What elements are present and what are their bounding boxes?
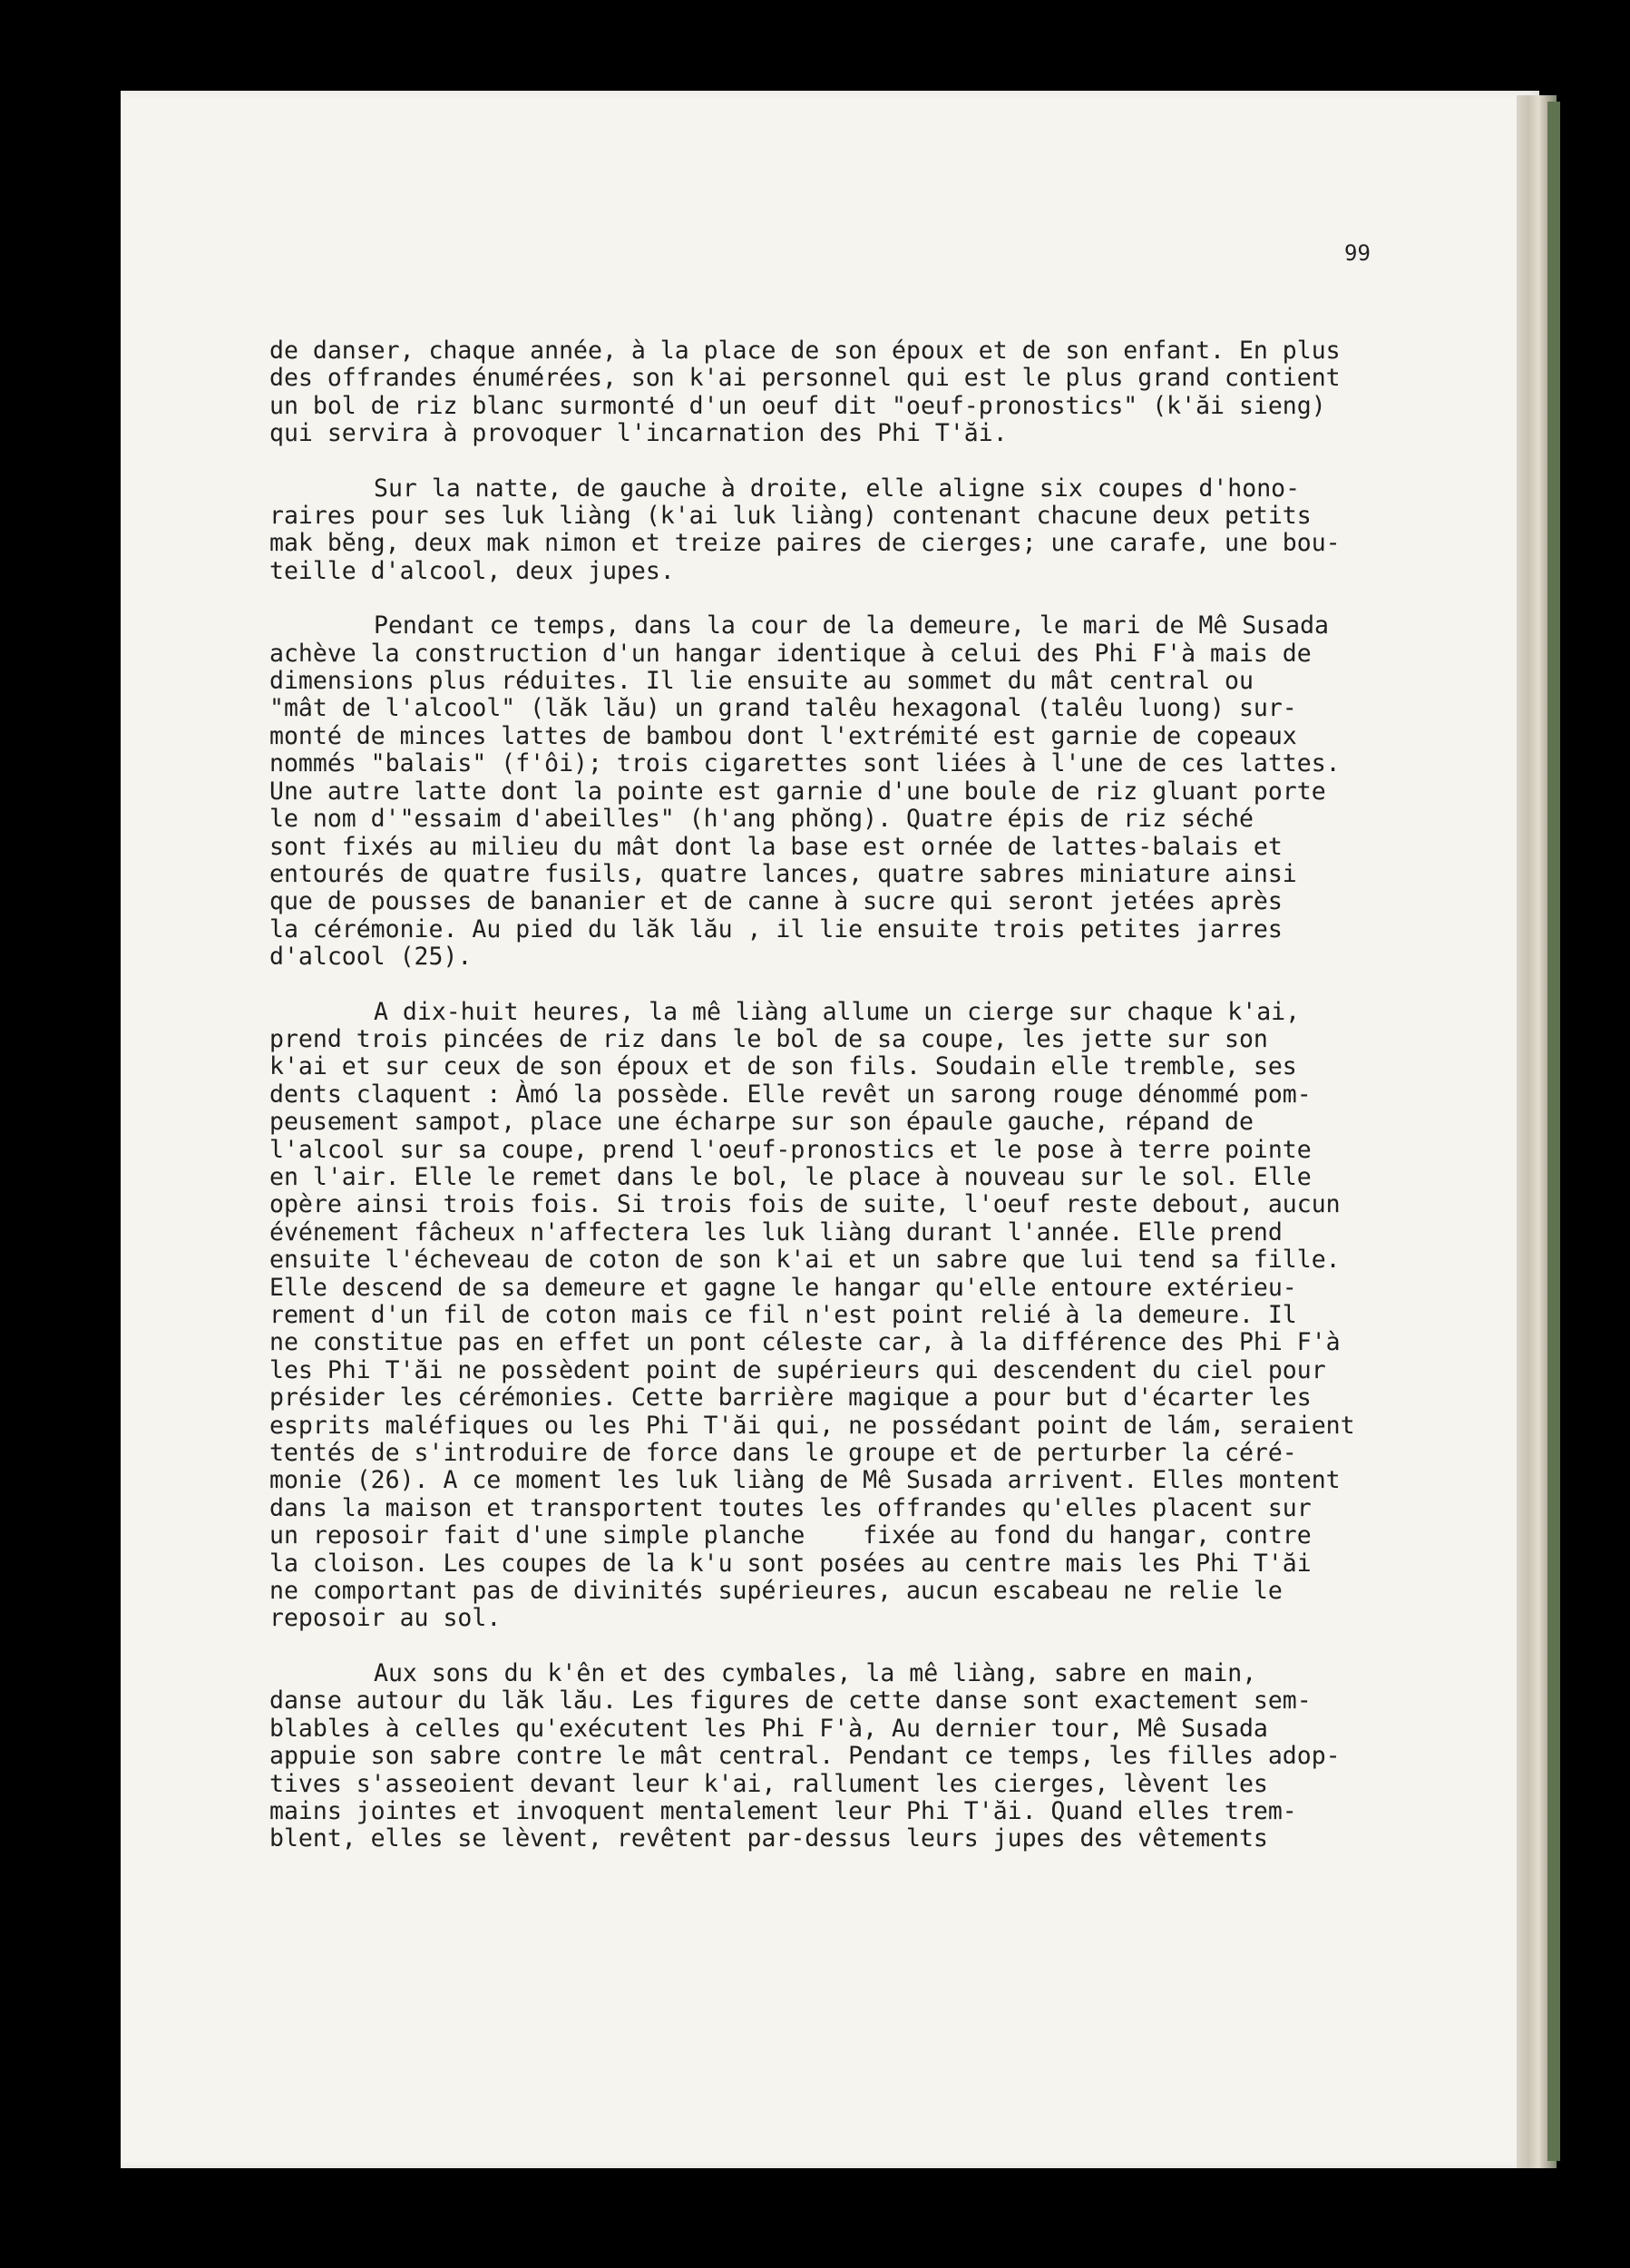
text-line: entourés de quatre fusils, quatre lances, quatre sabres miniature ainsi xyxy=(269,859,1297,888)
book-cover-edge xyxy=(1547,102,1560,2161)
text-line: ensuite l'écheveau de coton de son k'ai et un sabre que lui tend sa fille. xyxy=(269,1246,1341,1275)
text-line: sont fixés au milieu du mât dont la base est ornée de lattes-balais et xyxy=(269,832,1283,861)
text-line: un bol de riz blanc surmonté d'un oeuf dit "oeuf-pronostics" (k'ăi sieng) xyxy=(269,391,1326,420)
text-line: de danser, chaque année, à la place de son époux et de son enfant. En plus xyxy=(269,337,1341,365)
text-line: le nom d'"essaim d'abeilles" (h'ang phŏng). Quatre épis de riz séché xyxy=(269,805,1254,834)
text-line: nommés "balais" (f'ôi); trois cigarettes sont liées à l'une de ces lattes. xyxy=(269,749,1341,778)
body-text xyxy=(269,337,1385,1881)
text-line: Elle descend de sa demeure et gagne le hangar qu'elle entoure extérieu- xyxy=(269,1273,1297,1302)
paragraph xyxy=(269,475,1385,586)
text-line: mak bĕng, deux mak nimon et treize paires de cierges; une carafe, une bou- xyxy=(269,529,1341,558)
text-line: appuie son sabre contre le mât central. Pendant ce temps, les filles adop- xyxy=(269,1742,1341,1771)
text-line: prend trois pincées de riz dans le bol de sa coupe, les jette sur son xyxy=(269,1024,1268,1053)
text-line: rement d'un fil de coton mais ce fil n'est point relié à la demeure. Il xyxy=(269,1301,1297,1329)
text-line: A dix-huit heures, la mê liàng allume un cierge sur chaque k'ai, xyxy=(374,997,1301,1026)
text-line: ne comportant pas de divinités supérieures, aucun escabeau ne relie le xyxy=(269,1577,1283,1606)
text-line: que de pousses de bananier et de canne à sucre qui seront jetées après xyxy=(269,887,1283,916)
text-line: mains jointes et invoquent mentalement leur Phi T'ăi. Quand elles trem- xyxy=(269,1796,1297,1825)
text-line: blables à celles qu'exécutent les Phi F'à, Au dernier tour, Mê Susada xyxy=(269,1714,1268,1743)
text-line: dents claquent : Àmó la possède. Elle revêt un sarong rouge dénommé pom- xyxy=(269,1080,1312,1109)
text-line: opère ainsi trois fois. Si trois fois de suite, l'oeuf reste debout, aucun xyxy=(269,1190,1341,1219)
text-line: "mât de l'alcool" (lăk lău) un grand talêu hexagonal (talêu luong) sur- xyxy=(269,694,1297,723)
text-line: d'alcool (25). xyxy=(269,943,473,972)
paragraph xyxy=(269,1660,1385,1853)
text-line: monté de minces lattes de bambou dont l'extrémité est garnie de copeaux xyxy=(269,721,1297,750)
text-line: qui servira à provoquer l'incarnation des Phi T'ăi. xyxy=(269,419,1008,448)
text-line: un reposoir fait d'une simple planche fixée au fond du hangar, contre xyxy=(269,1521,1312,1550)
text-line: monie (26). A ce moment les luk liàng de Mê Susada arrivent. Elles montent xyxy=(269,1466,1341,1495)
text-line: ne constitue pas en effet un pont céleste car, à la différence des Phi F'à xyxy=(269,1328,1341,1357)
text-line: Sur la natte, de gauche à droite, elle aligne six coupes d'hono- xyxy=(374,474,1301,503)
text-line: la cloison. Les coupes de la k'u sont posées au centre mais les Phi T'ăi xyxy=(269,1549,1312,1578)
text-line: présider les cérémonies. Cette barrière magique a pour but d'écarter les xyxy=(269,1383,1312,1413)
text-line: esprits maléfiques ou les Phi T'ăi qui, ne possédant point de lám, seraient xyxy=(269,1411,1355,1440)
text-line: des offrandes énumérées, son k'ai personnel qui est le plus grand contient xyxy=(269,364,1341,393)
text-line: tives s'asseoient devant leur k'ai, rallument les cierges, lèvent les xyxy=(269,1769,1268,1798)
text-line: Une autre latte dont la pointe est garnie d'une boule de riz gluant porte xyxy=(269,777,1326,806)
text-line: les Phi T'ăi ne possèdent point de supérieurs qui descendent du ciel pour xyxy=(269,1355,1326,1384)
text-line: dimensions plus réduites. Il lie ensuite au sommet du mât central ou xyxy=(269,667,1254,696)
text-line: Pendant ce temps, dans la cour de la demeure, le mari de Mê Susada xyxy=(374,611,1329,640)
text-line: tentés de s'introduire de force dans le groupe et de perturber la céré- xyxy=(269,1439,1297,1468)
text-line: dans la maison et transportent toutes les offrandes qu'elles placent sur xyxy=(269,1493,1312,1522)
text-line: teille d'alcool, deux jupes. xyxy=(269,556,675,585)
text-line: reposoir au sol. xyxy=(269,1604,502,1633)
text-line: la cérémonie. Au pied du lăk lău , il lie ensuite trois petites jarres xyxy=(269,914,1283,943)
paragraph xyxy=(269,612,1385,971)
text-line: danse autour du lăk lău. Les figures de cette danse sont exactement sem- xyxy=(269,1686,1312,1716)
text-line: raires pour ses luk liàng (k'ai luk liàng) contenant chacune deux petits xyxy=(269,502,1312,531)
text-line: Aux sons du k'ên et des cymbales, la mê liàng, sabre en main, xyxy=(374,1658,1257,1687)
text-line: en l'air. Elle le remet dans le bol, le place à nouveau sur le sol. Elle xyxy=(269,1162,1312,1191)
text-line: l'alcool sur sa coupe, prend l'oeuf-pronostics et le pose à terre pointe xyxy=(269,1135,1312,1164)
paragraph xyxy=(269,999,1385,1633)
text-line: peusement sampot, place une écharpe sur son épaule gauche, répand de xyxy=(269,1108,1254,1137)
paragraph xyxy=(269,337,1385,448)
page-number: 99 xyxy=(1344,240,1371,266)
text-line: événement fâcheux n'affectera les luk liàng durant l'année. Elle prend xyxy=(269,1217,1283,1246)
text-line: achève la construction d'un hangar identique à celui des Phi F'à mais de xyxy=(269,639,1312,668)
text-line: k'ai et sur ceux de son époux et de son fils. Soudain elle tremble, ses xyxy=(269,1052,1297,1081)
text-line: blent, elles se lèvent, revêtent par-dessus leurs jupes des vêtements xyxy=(269,1824,1268,1853)
